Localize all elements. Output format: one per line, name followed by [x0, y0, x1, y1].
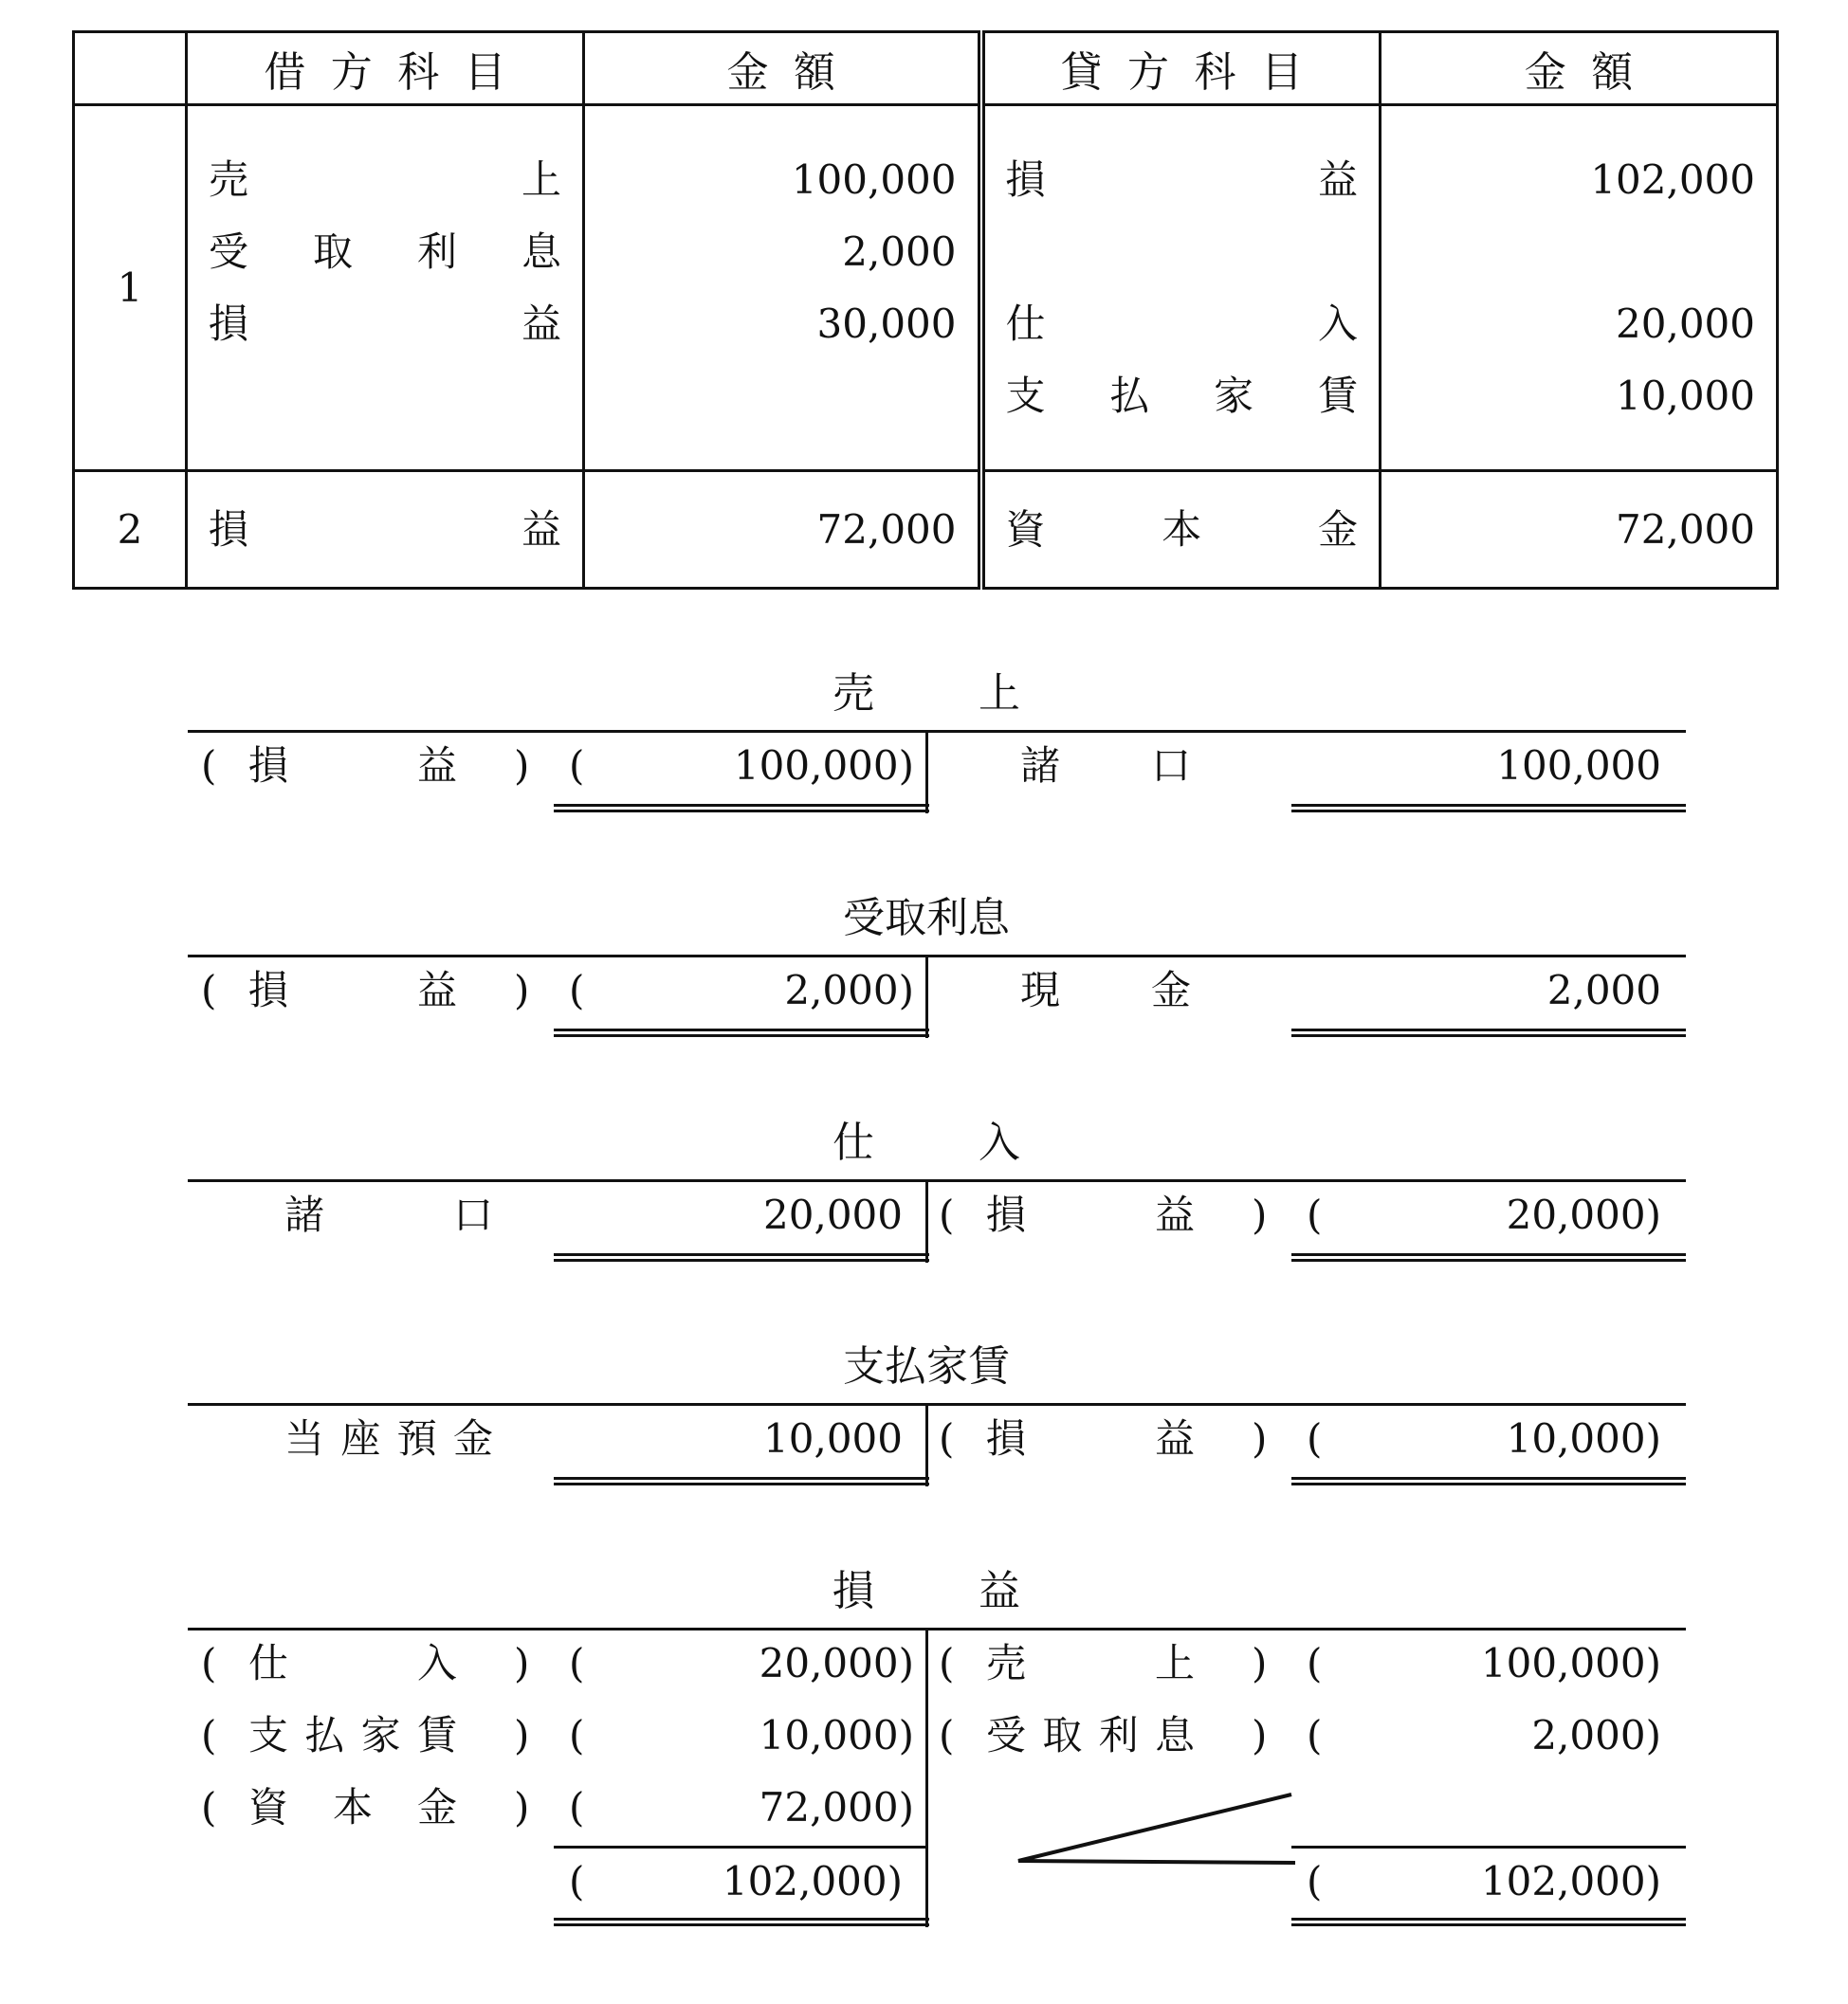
- ledger-amount: 2,000): [784, 967, 914, 1013]
- paren-open: (: [569, 1712, 585, 1758]
- closing-double-rule: [554, 1918, 929, 1926]
- ledger-account: 現 金: [1020, 967, 1191, 1013]
- ledger-title: 売 上: [833, 669, 1020, 718]
- ledger-amount: 20,000): [759, 1640, 914, 1686]
- paren-close: ): [1252, 1640, 1268, 1686]
- paren-close: ): [1252, 1415, 1268, 1462]
- ledger-top-rule: [188, 1179, 1686, 1182]
- ledger-amount: 20,000): [1506, 1192, 1661, 1238]
- credit-amounts: [1381, 105, 1778, 471]
- closing-double-rule: [554, 1477, 929, 1485]
- credit-amount: 20,000: [1616, 300, 1755, 347]
- amount-value: 2,000: [784, 967, 899, 1013]
- paren-close: ): [1252, 1712, 1268, 1758]
- credit-accounts: [981, 471, 1381, 589]
- credit-amount: [1402, 216, 1755, 288]
- ledger-account: 損 益: [248, 967, 457, 1013]
- ledger-account: 当 座 預 金: [284, 1415, 493, 1462]
- closing-double-rule: [1291, 1477, 1686, 1485]
- amount-value: 100,000: [733, 742, 899, 789]
- paren-open: (: [201, 967, 217, 1013]
- debit-amounts: [584, 105, 981, 471]
- ledger-amount: 100,000: [1496, 742, 1661, 789]
- debit-account: 売 上: [209, 155, 561, 203]
- ledger-center-rule: [925, 1179, 928, 1263]
- ledger-center-rule: [925, 1403, 928, 1486]
- ledger-account: 諸 口: [284, 1192, 493, 1238]
- total-value: 102,000: [1480, 1858, 1646, 1904]
- ledger-amount: 2,000): [1531, 1712, 1661, 1758]
- debit-amount: 100,000: [791, 155, 957, 203]
- paren-open: (: [569, 1640, 585, 1686]
- journal-header-debit-account: 借方科目: [187, 32, 584, 105]
- ledger-top-rule: [188, 955, 1686, 957]
- ledger-title: 受取利息: [843, 894, 1010, 942]
- amount-value: 100,000: [1480, 1640, 1646, 1686]
- ledger-account: 資 本 金: [248, 1784, 457, 1831]
- ledger-amount: 10,000): [759, 1712, 914, 1758]
- total-rule: [554, 1846, 925, 1849]
- paren-open: (: [569, 1858, 585, 1904]
- debit-amount: 72,000: [816, 505, 957, 553]
- entry-number: 2: [74, 471, 187, 589]
- journal-header-credit-amount: 金額: [1381, 32, 1778, 105]
- total-value: 102,000: [722, 1858, 887, 1904]
- journal-header-credit-account: 貸方科目: [981, 32, 1381, 105]
- ledger-account: 支 払 家 賃: [248, 1712, 457, 1758]
- ledger-center-rule: [925, 1628, 928, 1927]
- amount-value: 2,000: [1531, 1712, 1646, 1758]
- debit-accounts: [187, 471, 584, 589]
- debit-account: 損 益: [209, 505, 561, 553]
- closing-double-rule: [554, 1253, 929, 1262]
- total-rule: [1291, 1846, 1686, 1849]
- paren-close: ): [514, 1712, 530, 1758]
- closing-double-rule: [1291, 1918, 1686, 1926]
- ledger-top-rule: [188, 730, 1686, 733]
- ledger-account: 受 取 利 息: [986, 1712, 1195, 1758]
- closing-double-rule: [1291, 1253, 1686, 1262]
- slash-line-path: [1018, 1794, 1295, 1863]
- paren-close: ): [514, 1640, 530, 1686]
- paren-open: (: [1307, 1640, 1323, 1686]
- amount-value: 20,000: [759, 1640, 899, 1686]
- paren-open: (: [1307, 1415, 1323, 1462]
- debit-amounts: [584, 471, 981, 589]
- closing-double-rule: [554, 804, 929, 812]
- ledger-amount: 72,000): [759, 1784, 914, 1831]
- debit-account: 損 益: [209, 300, 561, 347]
- paren-close: ): [514, 967, 530, 1013]
- ledger-total: 102,000): [1480, 1858, 1661, 1904]
- journal-table: [72, 30, 1779, 590]
- credit-account: 損 益: [1005, 155, 1358, 203]
- paren-open: (: [939, 1640, 955, 1686]
- paren-open: (: [939, 1415, 955, 1462]
- ledger-amount: 2,000: [1546, 967, 1661, 1013]
- amount-value: 10,000: [1506, 1415, 1646, 1462]
- ledger-top-rule: [188, 1403, 1686, 1406]
- paren-open: (: [569, 1784, 585, 1831]
- credit-account: [1006, 216, 1359, 288]
- paren-open: (: [201, 742, 217, 789]
- ledger-amount: 20,000: [763, 1192, 903, 1238]
- credit-accounts: [981, 105, 1381, 471]
- ledger-amount: 100,000): [1480, 1640, 1661, 1686]
- paren-close: ): [1252, 1192, 1268, 1238]
- debit-amount: 2,000: [842, 228, 957, 275]
- ledger-title: 損 益: [833, 1567, 1020, 1615]
- paren-open: (: [569, 742, 585, 789]
- paren-open: (: [569, 967, 585, 1013]
- paren-close: ): [514, 742, 530, 789]
- paren-open: (: [1307, 1712, 1323, 1758]
- amount-value: 72,000: [759, 1784, 899, 1831]
- paren-open: (: [939, 1712, 955, 1758]
- debit-accounts: [187, 105, 584, 471]
- ledger-account: 損 益: [986, 1192, 1195, 1238]
- paren-open: (: [1307, 1192, 1323, 1238]
- ledger-title: 仕 入: [833, 1119, 1020, 1167]
- ledger-total: 102,000): [722, 1858, 903, 1904]
- amount-value: 20,000: [1506, 1192, 1646, 1238]
- ledger-top-rule: [188, 1628, 1686, 1631]
- amount-value: 10,000: [759, 1712, 899, 1758]
- ledger-account: 損 益: [986, 1415, 1195, 1462]
- credit-account: 支 払 家 賃: [1005, 372, 1358, 419]
- credit-amounts: [1381, 471, 1778, 589]
- paren-open: (: [1307, 1858, 1323, 1904]
- closing-double-rule: [554, 1029, 929, 1037]
- closing-double-rule: [1291, 1029, 1686, 1037]
- ledger-account: 損 益: [248, 742, 457, 789]
- journal-entry-1: [74, 105, 1778, 471]
- paren-open: (: [201, 1640, 217, 1686]
- entry-number: 1: [74, 105, 187, 471]
- debit-amount: 30,000: [816, 300, 957, 347]
- balance-slash-line: [1015, 1789, 1299, 1884]
- journal-header-debit-amount: 金額: [584, 32, 981, 105]
- ledger-amount: 10,000): [1506, 1415, 1661, 1462]
- paren-open: (: [201, 1784, 217, 1831]
- credit-account: 仕 入: [1005, 300, 1358, 347]
- ledger-account: 仕 入: [248, 1640, 457, 1686]
- ledger-account: 売 上: [986, 1640, 1195, 1686]
- credit-account: 資 本 金: [1005, 505, 1358, 553]
- journal-entry-2: [74, 471, 1778, 589]
- ledger-title: 支払家賃: [843, 1342, 1010, 1391]
- paren-open: (: [201, 1712, 217, 1758]
- ledger-center-rule: [925, 730, 928, 813]
- ledger-center-rule: [925, 955, 928, 1038]
- ledger-amount: 10,000: [763, 1415, 903, 1462]
- paren-open: (: [939, 1192, 955, 1238]
- journal-header-row: [74, 32, 1778, 105]
- journal-header-no: [74, 32, 187, 105]
- credit-amount: 72,000: [1616, 505, 1755, 553]
- credit-amount: 102,000: [1590, 155, 1755, 203]
- closing-double-rule: [1291, 804, 1686, 812]
- ledger-amount: 100,000): [733, 742, 914, 789]
- credit-amount: 10,000: [1616, 372, 1755, 419]
- paren-close: ): [514, 1784, 530, 1831]
- debit-account: 受 取 利 息: [209, 228, 561, 275]
- ledger-account: 諸 口: [1020, 742, 1191, 789]
